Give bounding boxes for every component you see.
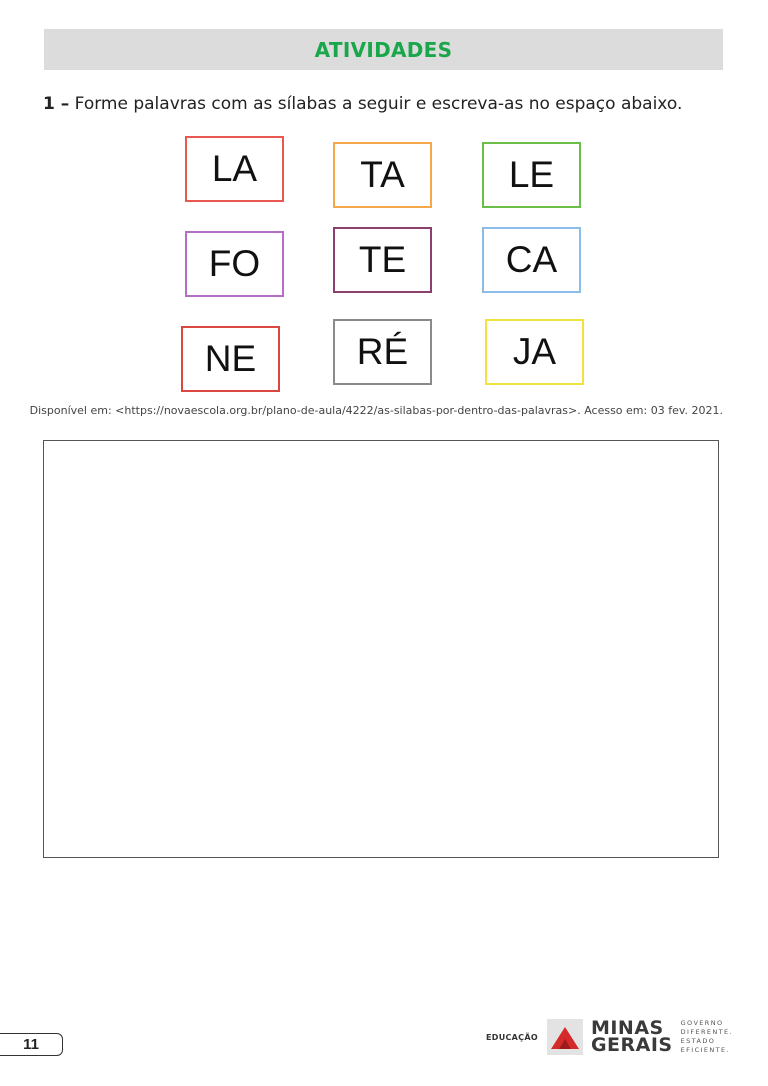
education-label: EDUCAÇÃO [486,1032,538,1042]
syllable-label: TA [360,154,405,195]
syllable-label: CA [505,239,558,280]
syllable-card-te [333,227,432,293]
syllable-card-ca [482,227,581,293]
syllable-card-ne [181,326,280,392]
slogan-line: DIFERENTE. [680,1028,734,1036]
syllable-card-le [482,142,581,208]
question-1 [43,94,682,114]
question-text: Forme palavras com as sílabas a seguir e escreva-as no espaço abaixo. [69,94,683,114]
syllable-label: RÉ [356,331,409,372]
syllable-label: TE [358,239,407,280]
slogan-line: EFICIENTE. [680,1046,730,1054]
footer-logo [486,1016,733,1058]
logo-line-2: GERAIS [590,1034,673,1056]
slogan-line: GOVERNO [680,1019,724,1027]
page-number: 11 [0,1033,63,1056]
mountain-icon [547,1019,583,1055]
page-title: ATIVIDADES [314,37,453,62]
logo-slogan [681,1019,733,1055]
syllable-label: JA [512,331,557,372]
source-citation: Disponível em: <https://novaescola.org.br/plano-de-aula/4222/as-silabas-por-dentro-das-palavras>. Acesso em: 03 fev. 2021. [29,404,723,417]
syllable-card-fo [185,231,284,297]
slogan-line: ESTADO [680,1037,716,1045]
syllable-card-ta [333,142,432,208]
syllable-card-ja [485,319,584,385]
logo-wordmark [590,1017,673,1056]
logo-line-1: MINAS [590,1017,664,1039]
question-number: 1 – [43,94,70,114]
syllable-card-la [185,136,284,202]
syllable-label: FO [208,243,261,284]
syllable-card-re [333,319,432,385]
header-bar [44,29,723,70]
syllable-label: LE [508,154,555,195]
syllable-label: LA [211,148,258,189]
syllable-label: NE [204,338,257,379]
answer-area[interactable] [43,440,719,858]
